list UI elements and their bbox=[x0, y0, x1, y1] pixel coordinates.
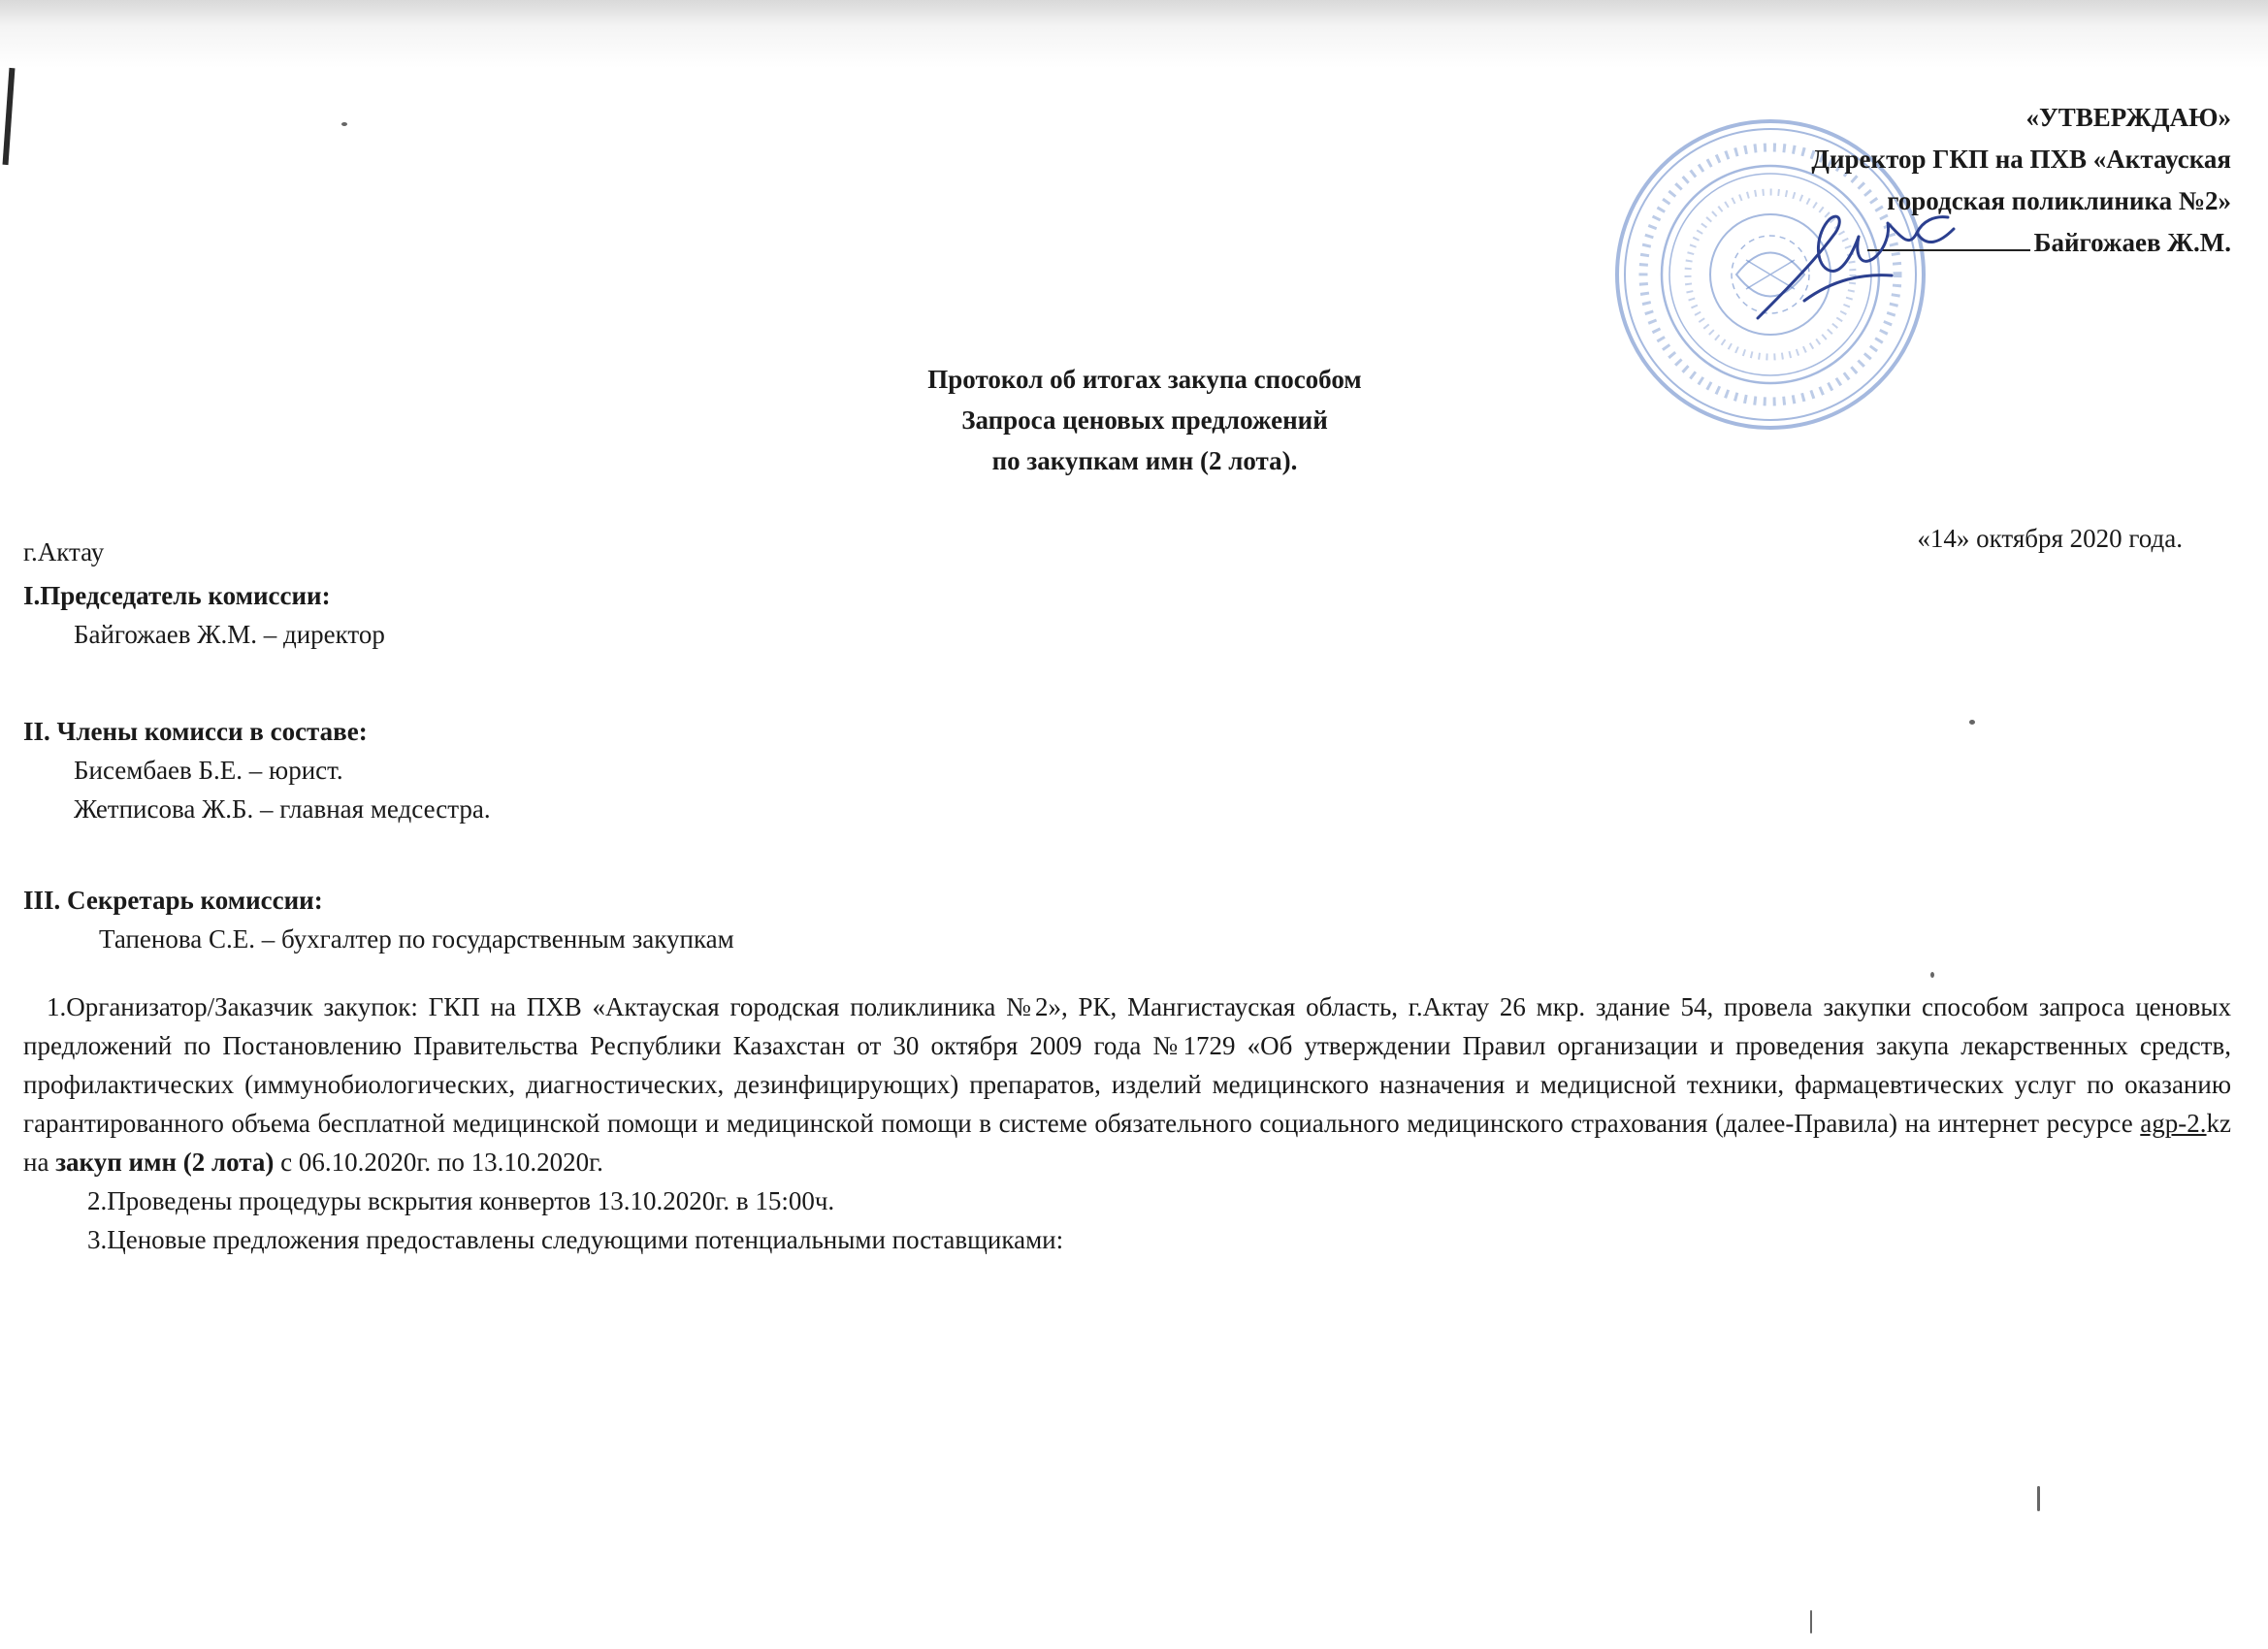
member-item: Бисембаев Б.Е. – юрист. bbox=[74, 756, 343, 785]
chairman-section bbox=[23, 576, 385, 654]
document-place: г.Актау bbox=[23, 537, 105, 566]
secretary-name: Тапенова С.Е. – бухгалтер по государственным закупкам bbox=[99, 924, 734, 954]
chairman-name: Байгожаев Ж.М. – директор bbox=[74, 620, 385, 649]
scan-speck bbox=[2037, 1486, 2040, 1511]
members-heading: II. Члены комисси в составе: bbox=[23, 717, 368, 746]
scan-speck bbox=[1969, 720, 1975, 725]
member-item: Жетписова Ж.Б. – главная медсестра. bbox=[74, 794, 491, 824]
scan-artifact bbox=[3, 68, 16, 165]
title-line: Протокол об итогах закупа способом bbox=[927, 365, 1362, 394]
paragraph-organizer bbox=[23, 987, 2231, 1181]
scan-speck bbox=[1810, 1610, 1812, 1633]
website-link-suffix: kz bbox=[2206, 1109, 2231, 1138]
title-line: Запроса ценовых предложений bbox=[961, 405, 1328, 435]
scan-speck bbox=[1930, 972, 1934, 978]
approval-heading: «УТВЕРЖДАЮ» bbox=[2025, 103, 2231, 132]
purchase-period: с 06.10.2020г. по 13.10.2020г. bbox=[274, 1148, 603, 1177]
purchase-subject: закуп имн (2 лота) bbox=[55, 1148, 275, 1177]
scan-speck bbox=[341, 122, 347, 126]
document-title bbox=[737, 359, 1552, 481]
document-date: «14» октября 2020 года. bbox=[1917, 524, 2183, 553]
paragraph-organizer-text: на bbox=[23, 1148, 56, 1177]
approval-position: Директор ГКП на ПХВ «Актауская bbox=[1811, 145, 2231, 174]
approval-name: Байгожаев Ж.М. bbox=[2033, 228, 2231, 257]
paragraph-suppliers: 3.Ценовые предложения предоставлены следующими потенциальными поставщиками: bbox=[87, 1225, 1064, 1254]
approval-organization: городская поликлиника №2» bbox=[1887, 186, 2231, 215]
chairman-heading: I.Председатель комиссии: bbox=[23, 581, 331, 610]
website-link[interactable]: agp-2. bbox=[2140, 1109, 2207, 1138]
paragraph-organizer-text: 1.Организатор/Заказчик закупок: ГКП на ПХВ «Актауская городская поликлиника №2», РК, Мангистауская область, г.Актау 26 мкр. здание 54, провела закупки способом запроса ценовых предложений по Постановлению Правительства Республики Казахстан от 30 октября 2009 года №1729 «Об утверждении Правил организации и проведения закупа лекарственных средств, профилактических (иммунобиологических, диагностических, дезинфицирующих) препаратов, изделий медицинского назначения и медицисной техники, фармацевтических услуг по оказанию гарантированного объема бесплатной медицинской помощи и медицинской помощи в системе обязательного социального медицинского страхования (далее-Правила) на интернет ресурсе bbox=[23, 992, 2231, 1138]
secretary-section bbox=[23, 881, 734, 958]
paragraph-opening: 2.Проведены процедуры вскрытия конвертов 13.10.2020г. в 15:00ч. bbox=[87, 1186, 835, 1215]
secretary-heading: III. Секретарь комиссии: bbox=[23, 886, 323, 915]
scan-top-edge bbox=[0, 0, 2268, 68]
title-line: по закупкам имн (2 лота). bbox=[991, 446, 1298, 475]
handwritten-signature bbox=[1746, 194, 1969, 330]
members-section bbox=[23, 712, 491, 828]
protocol-body bbox=[23, 987, 2231, 1259]
